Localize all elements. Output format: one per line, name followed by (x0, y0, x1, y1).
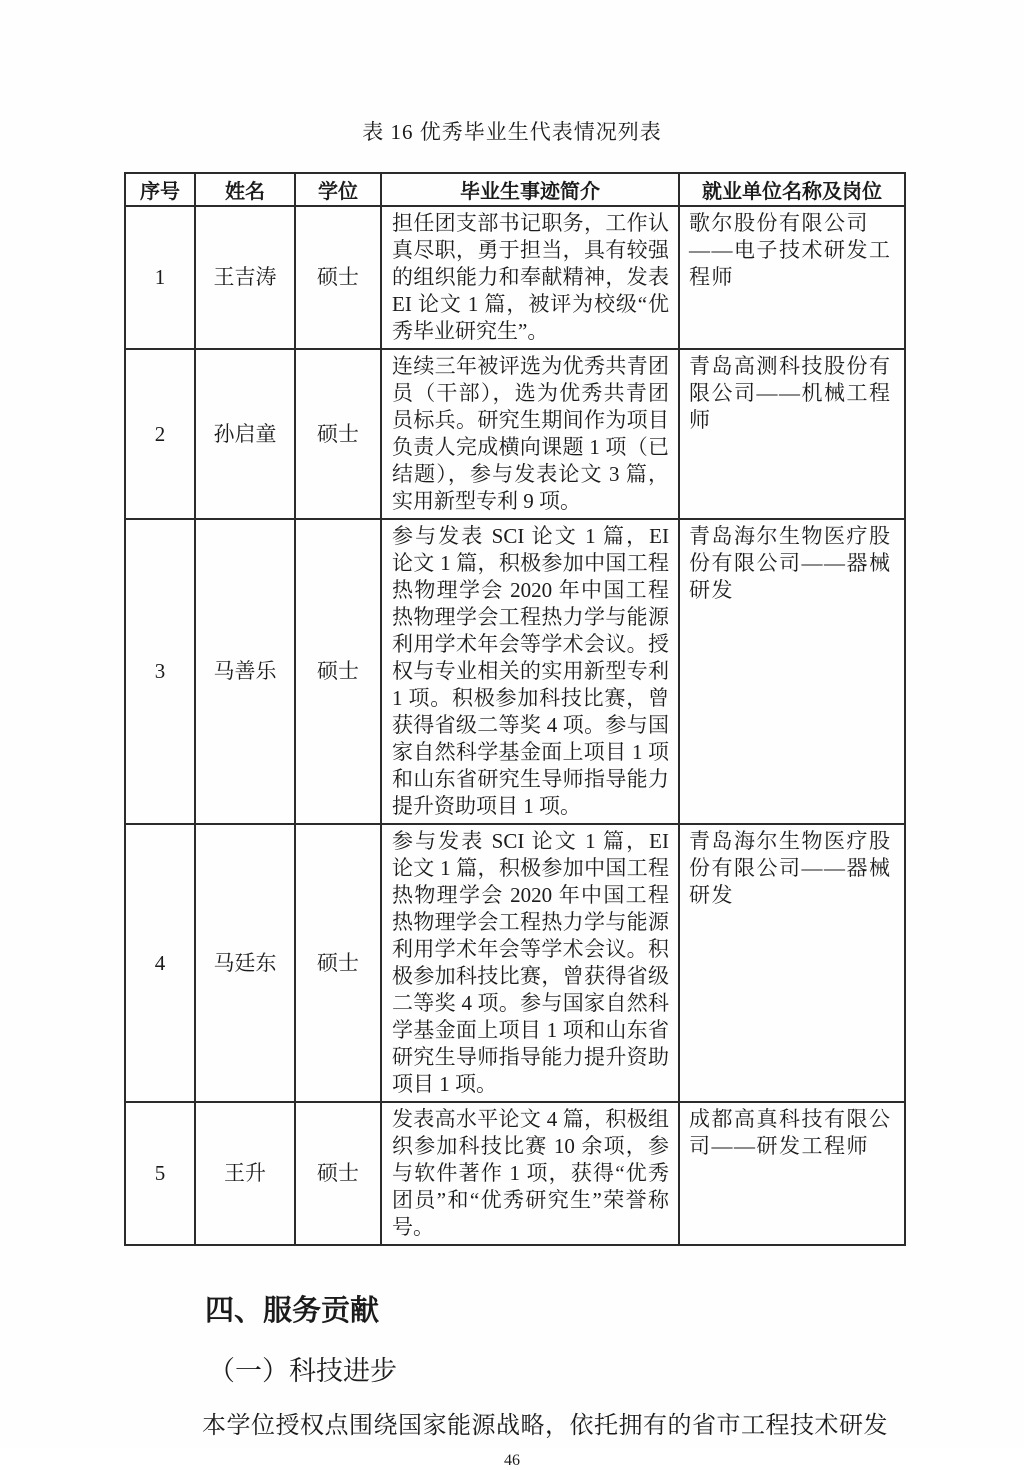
cell-degree: 硕士 (295, 206, 381, 349)
cell-name: 孙启童 (195, 349, 295, 519)
table-row (125, 824, 905, 1102)
table-caption: 表 16 优秀毕业生代表情况列表 (362, 120, 662, 144)
table-row (125, 1102, 905, 1245)
table-row (125, 349, 905, 519)
cell-deeds: 发表高水平论文 4 篇，积极组织参加科技比赛 10 余项，参与软件著作 1 项，获得“优秀团员”和“优秀研究生”荣誉称号。 (381, 1102, 679, 1245)
cell-name: 马廷东 (195, 824, 295, 1102)
cell-no: 2 (125, 349, 195, 519)
cell-employment: 青岛高测科技股份有限公司——机械工程师 (679, 349, 905, 519)
cell-no: 3 (125, 519, 195, 824)
cell-no: 4 (125, 824, 195, 1102)
header-no: 序号 (125, 173, 195, 206)
cell-employment: 青岛海尔生物医疗股份有限公司——器械研发 (679, 519, 905, 824)
page-number: 46 (504, 1452, 520, 1469)
cell-degree: 硕士 (295, 519, 381, 824)
table-row (125, 206, 905, 349)
cell-employment: 成都高真科技有限公司——研发工程师 (679, 1102, 905, 1245)
cell-deeds: 担任团支部书记职务，工作认真尽职，勇于担当，具有较强的组织能力和奉献精神，发表 EI 论文 1 篇，被评为校级“优秀毕业研究生”。 (381, 206, 679, 349)
cell-degree: 硕士 (295, 349, 381, 519)
header-deeds: 毕业生事迹简介 (381, 173, 679, 206)
cell-name: 王升 (195, 1102, 295, 1245)
cell-name: 马善乐 (195, 519, 295, 824)
cell-deeds: 连续三年被评选为优秀共青团员（干部），选为优秀共青团员标兵。研究生期间作为项目负责人完成横向课题 1 项（已结题），参与发表论文 3 篇，实用新型专利 9 项。 (381, 349, 679, 519)
cell-no: 5 (125, 1102, 195, 1245)
header-employment: 就业单位名称及岗位 (679, 173, 905, 206)
section-heading-service-contribution: 四、服务贡献 (205, 1295, 380, 1327)
subsection-heading-sci-tech-progress: （一）科技进步 (208, 1356, 397, 1386)
header-degree: 学位 (295, 173, 381, 206)
header-name: 姓名 (195, 173, 295, 206)
graduates-table (124, 172, 906, 1246)
table-row (125, 519, 905, 824)
table-header-row (125, 173, 905, 206)
cell-deeds: 参与发表 SCI 论文 1 篇，EI 论文 1 篇，积极参加中国工程热物理学会 2020 年中国工程热物理学会工程热力学与能源利用学术年会等学术会议。授权与专业相关的实用新型专利 1 项。积极参加科技比赛，曾获得省级二等奖 4 项。参与国家自然科学基金面上项目 1 项和山东省研究生导师指导能力提升资助项目 1 项。 (381, 519, 679, 824)
cell-name: 王吉涛 (195, 206, 295, 349)
body-paragraph: 本学位授权点围绕国家能源战略，依托拥有的省市工程技术研发 (202, 1413, 888, 1439)
cell-deeds: 参与发表 SCI 论文 1 篇，EI 论文 1 篇，积极参加中国工程热物理学会 2020 年中国工程热物理学会工程热力学与能源利用学术年会等学术会议。积极参加科技比赛，曾获得省级二等奖 4 项。参与国家自然科学基金面上项目 1 项和山东省研究生导师指导能力提升资助项目 1 项。 (381, 824, 679, 1102)
cell-employment: 歌尔股份有限公司——电子技术研发工程师 (679, 206, 905, 349)
cell-no: 1 (125, 206, 195, 349)
cell-degree: 硕士 (295, 824, 381, 1102)
cell-degree: 硕士 (295, 1102, 381, 1245)
cell-employment: 青岛海尔生物医疗股份有限公司——器械研发 (679, 824, 905, 1102)
